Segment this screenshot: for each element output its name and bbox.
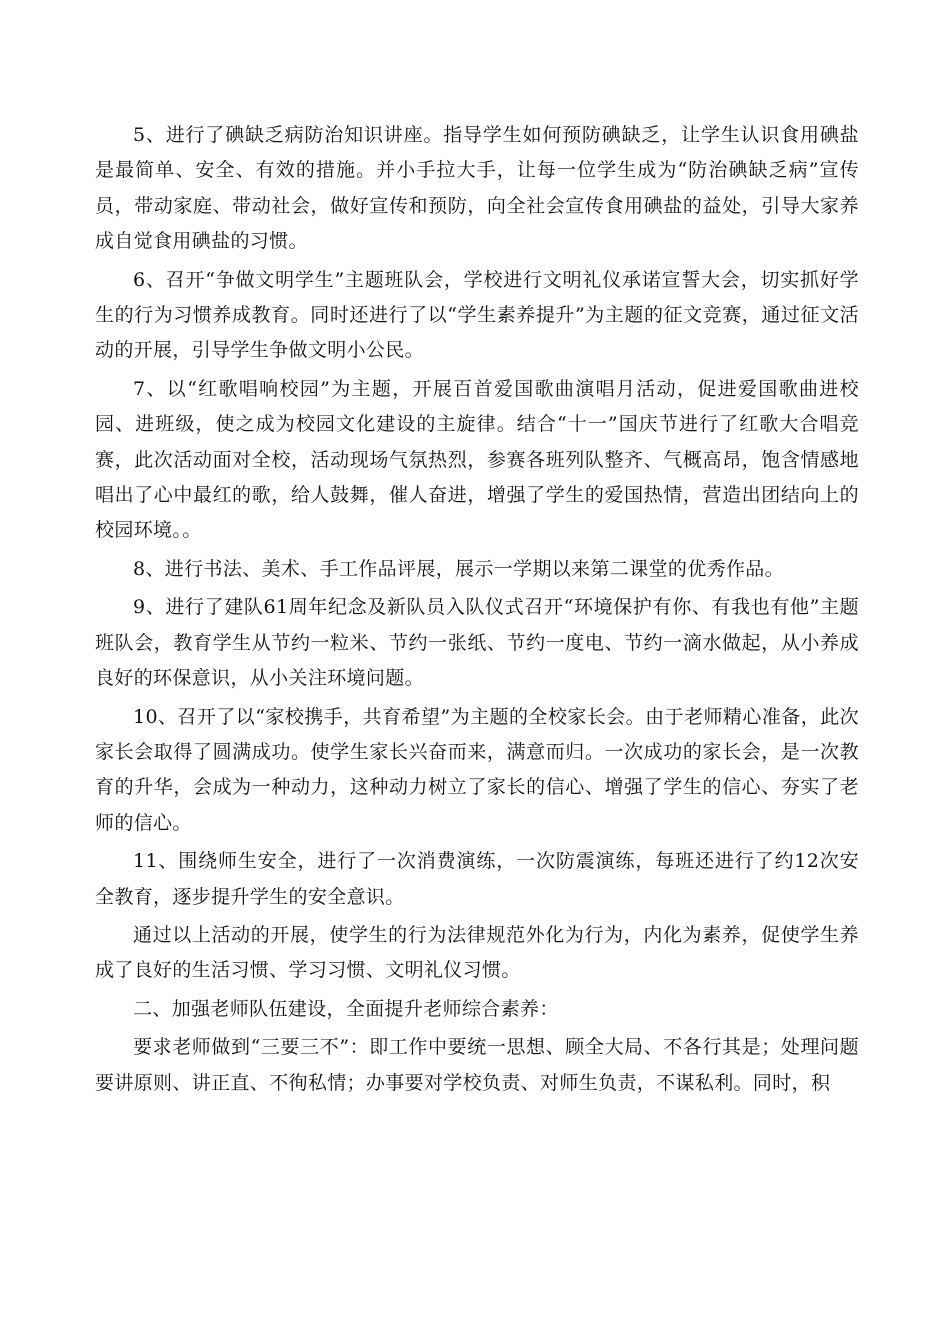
paragraph-item-8: 8、进行书法、美术、手工作品评展，展示一学期以来第二课堂的优秀作品。 <box>133 557 784 580</box>
paragraph-item-7: 7、以“红歌唱响校园”为主题，开展百首爱国歌曲演唱月活动，促进爱国歌曲进校园、进班级，使之成为校园文化建设的主旋律。结合“十一”国庆节进行了红歌大合唱竞赛，此次活动面对全校，活动现场气氛热烈，参赛各班列队整齐、气概高昂，饱含情感地唱出了心中最红的歌，给人鼓舞，催人奋进，增强了学生的爱国热情，营造出团结向上的校园环境。。 <box>95 377 859 542</box>
paragraph-item-9: 9、进行了建队61周年纪念及新队员入队仪式召开“环境保护有你、有我也有他”主题班队会，教育学生从节约一粒米、节约一张纸、节约一度电、节约一滴水做起，从小养成良好的环保意识，从小关注环境问题。 <box>95 596 859 690</box>
paragraph-teacher-requirements: 要求老师做到“三要三不”：即工作中要统一思想、顾全大局、不各行其是；处理问题要讲原则、讲正直、不徇私情；办事要对学校负责、对师生负责，不谋私利。同时，积 <box>95 1036 859 1094</box>
section-heading-teacher-team: 二、加强老师队伍建设，全面提升老师综合素养： <box>133 997 559 1020</box>
paragraph-item-11: 11、围绕师生安全，进行了一次消费演练，一次防震演练，每班还进行了约12次安全教育，逐步提升学生的安全意识。 <box>95 850 859 908</box>
document-page <box>95 118 859 1104</box>
paragraph-item-10: 10、召开了以“家校携手，共育希望”为主题的全校家长会。由于老师精心准备，此次家长会取得了圆满成功。使学生家长兴奋而来，满意而归。一次成功的家长会，是一次教育的升华，会成为一种动力，这种动力树立了家长的信心、增强了学生的信心、夯实了老师的信心。 <box>95 705 859 834</box>
paragraph-item-6: 6、召开“争做文明学生”主题班队会，学校进行文明礼仪承诺宣誓大会，切实抓好学生的行为习惯养成教育。同时还进行了以“学生素养提升”为主题的征文竞赛，通过征文活动的开展，引导学生争做文明小公民。 <box>95 268 859 362</box>
paragraph-item-5: 5、进行了碘缺乏病防治知识讲座。指导学生如何预防碘缺乏，让学生认识食用碘盐是最简单、安全、有效的措施。并小手拉大手，让每一位学生成为“防治碘缺乏病”宣传员，带动家庭、带动社会，做好宣传和预防，向全社会宣传食用碘盐的益处，引导大家养成自觉食用碘盐的习惯。 <box>95 124 859 253</box>
paragraph-summary: 通过以上活动的开展，使学生的行为法律规范外化为行为，内化为素养，促使学生养成了良好的生活习惯、学习习惯、文明礼仪习惯。 <box>95 923 859 982</box>
